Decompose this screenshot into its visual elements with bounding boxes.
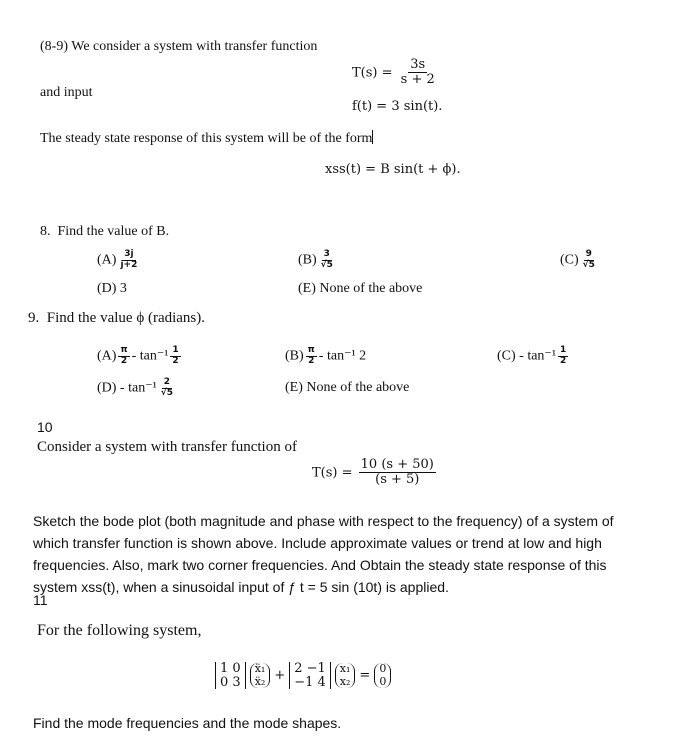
num: 3 — [323, 249, 330, 259]
plus-sign: + — [274, 668, 286, 684]
input-equation: f(t) = 3 sin(t). — [352, 99, 443, 114]
q8-question: Find the value of B. — [57, 224, 170, 239]
ss-equation: xss(t) = B sin(t + ϕ). — [325, 162, 461, 177]
equals-sign: = — [359, 668, 371, 684]
tf-num: 10 (s + 50) — [360, 457, 434, 472]
stiffness-matrix — [289, 662, 331, 689]
tan: - tan⁻¹ — [131, 348, 169, 364]
den: 2 — [308, 355, 315, 366]
label: (A) — [97, 348, 117, 364]
num: 3j — [124, 249, 134, 259]
num: 9 — [585, 249, 592, 259]
q8-number: 8. — [40, 224, 51, 239]
label: (B) — [285, 348, 304, 364]
label: (A) — [97, 252, 117, 268]
q9-question: Find the value ϕ (radians). — [46, 310, 206, 326]
label: (C) - tan⁻¹ — [497, 348, 557, 364]
num: π — [307, 345, 315, 355]
paragraph-line: system xss(t), when a sinusoidal input of ƒ t = 5 sin (10t) is applied. — [33, 579, 449, 595]
num: 1 — [560, 345, 567, 355]
entry: 0 — [379, 674, 387, 688]
ss-text — [40, 130, 373, 147]
tf-lhs: T(s) = — [312, 465, 353, 481]
paragraph-line: frequencies. Also, mark two corner frequencies. And Obtain the steady state response of this — [33, 557, 607, 573]
q10-text: Consider a system with transfer function of — [37, 439, 297, 455]
q9-option-a — [97, 346, 183, 367]
q11-number: 11 — [33, 592, 48, 608]
q10-tf-equation — [312, 458, 438, 488]
q8-option-b — [298, 250, 337, 271]
den: √5 — [320, 259, 333, 270]
entry: ẍ₁ — [254, 662, 266, 675]
tf-num: 3s — [410, 57, 426, 72]
q9-option-e: (E) None of the above — [285, 380, 410, 395]
tf-equation — [352, 58, 439, 88]
label: (D) - tan⁻¹ — [97, 380, 157, 396]
q10-number: 10 — [37, 419, 53, 435]
q9-option-b — [285, 346, 366, 367]
q9-heading — [28, 310, 205, 327]
intro-heading: (8-9) We consider a system with transfer function — [40, 39, 318, 54]
den: 2 — [120, 355, 128, 366]
ss-text-label: The steady state response of this system will be of the form — [40, 131, 373, 146]
tf-lhs: T(s) = — [352, 65, 393, 81]
q8-option-e: (E) None of the above — [298, 281, 423, 296]
mass-matrix — [215, 662, 246, 689]
matrix-equation — [215, 662, 391, 689]
q9-number: 9. — [28, 310, 40, 326]
label: (B) — [298, 252, 317, 268]
tf-den: s + 2 — [400, 72, 435, 88]
tf-den: (s + 5) — [375, 472, 420, 488]
q11-task: Find the mode frequencies and the mode shapes. — [33, 715, 342, 731]
den: 2 — [560, 355, 567, 366]
row: −1 4 — [294, 674, 326, 690]
input-label: and input — [40, 85, 93, 100]
q8-option-c — [560, 250, 599, 271]
num: 1 — [172, 345, 179, 355]
q8-option-a — [97, 250, 141, 271]
entry: 0 — [379, 662, 387, 675]
q9-option-c — [497, 346, 570, 367]
zero-vector — [374, 663, 391, 688]
row: 2 −1 — [294, 661, 326, 676]
tan: - tan⁻¹ 2 — [318, 348, 367, 364]
den: 2 — [172, 355, 179, 366]
text-cursor — [372, 130, 373, 144]
paragraph-line: Sketch the bode plot (both magnitude and phase with respect to the frequency) of a system of — [33, 513, 614, 529]
den: j+2 — [120, 259, 138, 270]
row: 1 0 — [220, 661, 241, 676]
entry: ẍ₂ — [254, 674, 266, 688]
row: 0 3 — [220, 674, 241, 690]
num: 2 — [163, 377, 171, 387]
accel-vector — [250, 663, 271, 688]
q8-option-d: (D) 3 — [97, 281, 127, 296]
num: π — [120, 345, 128, 355]
entry: x₂ — [339, 674, 351, 688]
paragraph-line: which transfer function is shown above. Include approximate values or trend at low and high — [33, 535, 602, 551]
q10-paragraph — [33, 510, 614, 598]
entry: x₁ — [339, 662, 351, 675]
label: (C) — [560, 252, 579, 268]
q9-option-d — [97, 378, 177, 399]
den: √5 — [582, 259, 595, 270]
den: √5 — [160, 387, 174, 398]
q8-heading — [40, 224, 169, 240]
displacement-vector — [335, 663, 356, 688]
q11-text: For the following system, — [37, 622, 202, 639]
